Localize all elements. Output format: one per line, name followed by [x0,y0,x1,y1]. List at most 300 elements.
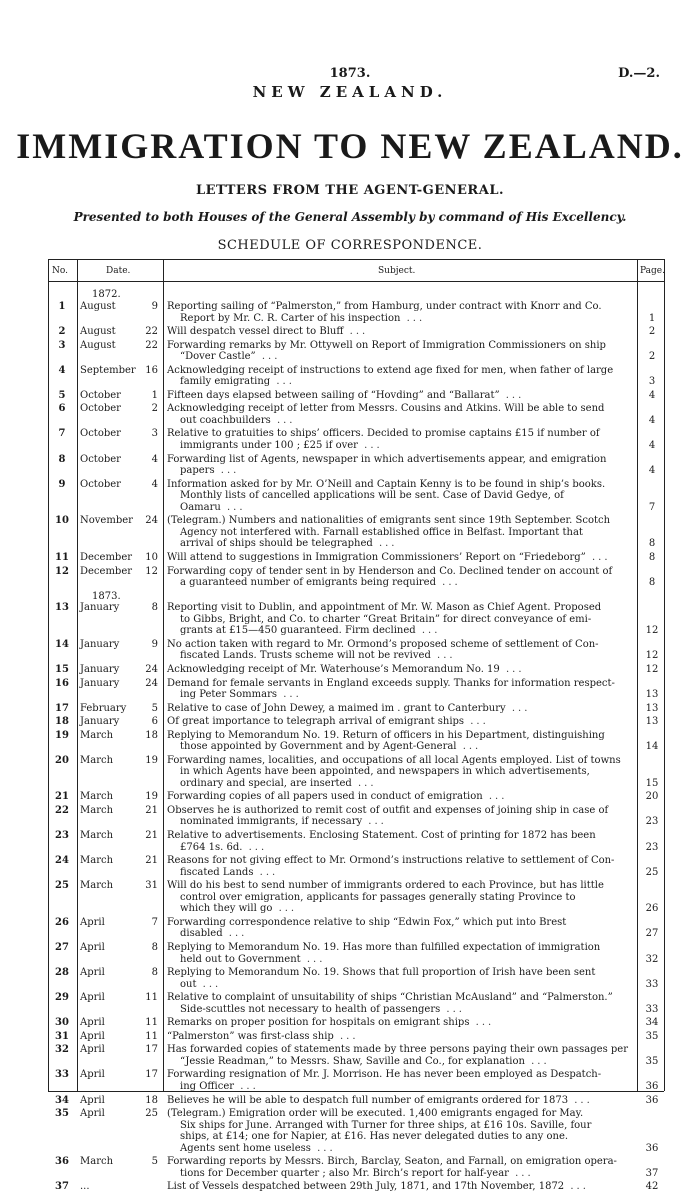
row-subject [167,830,633,853]
column-header-date: Date. [106,266,131,276]
row-month: August [80,339,116,351]
row-day: 10 [145,552,158,563]
dot-leader: ... [505,702,531,714]
row-page: 34 [645,1017,659,1029]
row-page: 36 [645,1142,659,1154]
row-number: 36 [55,1156,69,1168]
subject-line: Demand for female servants in England exceeds supply. Thanks for information respect- [167,677,615,689]
row-subject [167,515,633,550]
dot-leader: ... [430,650,456,662]
column-divider-subject [637,259,638,1091]
row-subject [167,664,633,676]
row-day: 7 [151,916,158,928]
subject-line: Will attend to suggestions in Immigration Commissioners’ Report on “Friedeborg” ... [167,552,611,563]
row-day: 6 [151,716,158,728]
row-month: October [80,453,121,465]
subject-line: (Telegram.) Emigration order will be executed. 1,400 emigrants engaged for May. [167,1108,584,1119]
row-subject [167,301,633,324]
column-header-page: Page. [640,266,665,276]
row-page: 2 [648,351,656,363]
subject-line: to Gibbs, Bright, and Co. to charter “Great Britain” for direct conveyance of emi- [180,613,592,625]
row-page: 12 [645,650,659,662]
subject-line: Remarks on proper position for hospitals on emigrant ships ... [167,1017,495,1029]
page-title: IMMIGRATION TO NEW ZEALAND. [16,126,684,166]
row-month: April [80,1017,105,1029]
row-day: 4 [151,453,158,465]
row-day: 21 [145,855,158,867]
row-number: 24 [55,855,69,867]
subject-line: out coachbuilders ... [180,414,296,426]
row-page: 23 [645,816,659,828]
row-page: 36 [645,1080,659,1092]
subject-line: Relative to gratuities to ships’ officers. Decided to promise captains £15 if number of [167,428,600,440]
row-number: 10 [55,515,69,527]
row-month: April [80,992,105,1004]
subject-line: Information asked for by Mr. O’Neill and Captain Kenny is to be found in ship’s books. [167,478,606,490]
dot-leader: ... [272,903,298,915]
row-day: 24 [145,664,158,675]
row-month: ... [80,1181,90,1193]
row-number: 28 [55,967,69,979]
row-subject [167,602,633,637]
row-day: 4 [151,478,158,490]
subject-line: those appointed by Government and by Agent-General ... [180,741,482,753]
row-number: 21 [55,791,69,803]
row-subject [167,1031,633,1043]
row-page: 15 [645,777,659,789]
row-page: 42 [645,1181,659,1193]
row-number: 4 [58,364,66,376]
row-month: August [80,326,116,338]
row-number: 34 [55,1094,69,1106]
subject-line: “Dover Castle” ... [180,351,281,363]
row-month: April [80,1044,105,1056]
row-number: 2 [58,326,66,338]
subject-line: £764 1s. 6d. ... [180,841,268,853]
subject-line: Acknowledging receipt of letter from Messrs. Cousins and Atkins. Will be able to send [167,403,605,415]
dot-leader: ... [362,816,387,828]
subject-line: (Telegram.) Numbers and nationalities of emigrants sent since 19th September. Scotch [167,515,611,527]
row-subject [167,1095,633,1107]
row-number: 8 [58,453,66,465]
dot-leader: ... [499,389,525,401]
subject-line: Will despatch vessel direct to Bluff ... [167,326,369,338]
row-page: 7 [648,501,656,513]
row-subject [167,566,633,589]
row-month: March [80,791,114,803]
subject-line: Reasons for not giving effect to Mr. Ormond’s instructions relative to settlement of Con- [167,855,615,867]
row-subject [167,992,633,1015]
row-month: March [80,729,114,741]
row-month: April [80,942,105,953]
dot-leader: ... [214,465,240,477]
subject-line: Has forwarded copies of statements made by three persons paying their own passages per [167,1044,628,1056]
row-subject [167,365,633,388]
row-subject [167,552,633,564]
dot-leader: ... [277,689,302,701]
subject-line: Relative to case of John Dewey, a maimed im . grant to Canterbury ... [167,702,531,714]
row-month: October [80,478,121,490]
subject-line: out ... [180,978,222,990]
row-page: 32 [645,953,659,965]
subject-line: Relative to advertisements. Enclosing Statement. Cost of printing for 1872 has been [167,830,596,841]
row-subject [167,639,633,662]
row-number: 20 [55,754,69,766]
row-subject [167,755,633,790]
row-month: April [80,1094,105,1106]
row-month: March [80,880,114,892]
subject-line: tions for December quarter ; also Mr. Birch’s report for half-year ... [180,1167,534,1179]
subject-line: Believes he will be able to despatch full number of emigrants ordered for 1873 ... [167,1094,593,1106]
dot-leader: ... [456,741,482,753]
dot-leader: ... [469,1017,495,1029]
row-subject [167,428,633,451]
subject-line: control over emigration, applicants for passages generally stating Province to [180,891,576,903]
row-subject [167,326,633,338]
row-day: 16 [145,364,158,376]
row-day: 2 [151,403,158,415]
row-day: 22 [145,339,158,351]
row-page: 3 [648,376,656,388]
row-month: January [80,602,120,614]
dot-leader: ... [415,625,441,637]
row-day: 22 [145,326,158,338]
row-month: April [80,1069,105,1081]
row-day: 8 [151,942,158,953]
dot-leader: ... [333,1030,359,1042]
subject-line: family emigrating ... [180,376,295,388]
row-page: 25 [645,866,659,878]
row-page: 35 [645,1055,659,1067]
dot-leader: ... [242,841,268,853]
row-page: 27 [645,928,659,940]
row-page: 14 [645,741,659,753]
dot-leader: ... [508,1167,534,1179]
subject-line: Forwarding resignation of Mr. J. Morrison. He has never been employed as Despatch- [167,1069,602,1081]
subject-line: Reporting sailing of “Palmerston,” from Hamburg, under contract with Knorr and Co. [167,301,602,312]
dot-leader: ... [220,501,246,513]
row-subject [167,1181,633,1193]
row-number: 17 [55,702,69,714]
subject-line: in which Agents have been appointed, and newspapers in which advertisements, [180,766,590,778]
presented-note: Presented to both Houses of the General Assembly by command of His Excellency. [73,210,627,224]
row-subject [167,880,633,915]
row-number: 5 [58,389,66,401]
dot-leader: ... [357,439,383,451]
row-month: October [80,428,121,440]
subject-line: Forwarding copy of tender sent in by Henderson and Co. Declined tender on account of [167,565,613,577]
dot-leader: ... [270,376,295,388]
table-top-rule [48,259,664,260]
subject-line: Will do his best to send number of immigrants ordered to each Province, but has little [167,880,604,892]
row-day: 24 [145,515,158,527]
table-border-right [664,259,665,1091]
subject-line: ships, at £14; one for Napier, at £16. Has never delegated duties to any one. [180,1131,569,1143]
dot-leader: ... [464,716,489,728]
row-page: 2 [648,326,656,338]
row-number: 6 [58,403,66,415]
subject-line: Report by Mr. C. R. Carter of his inspection ... [180,312,426,324]
row-day: 19 [145,791,158,803]
dot-leader: ... [436,577,461,589]
row-month: March [80,855,114,867]
subject-line: Fifteen days elapsed between sailing of “Hovding” and “Ballarat” ... [167,389,525,401]
row-page: 12 [645,625,659,637]
row-month: December [80,565,133,577]
year-mark: 1872. [92,289,121,301]
row-page: 37 [645,1167,659,1179]
row-page: 13 [645,716,659,728]
dot-leader: ... [400,312,426,324]
page-subtitle: LETTERS FROM THE AGENT-GENERAL. [196,183,504,198]
row-page: 33 [645,978,659,990]
row-subject [167,942,633,965]
row-number: 26 [55,916,69,928]
row-page: 33 [645,1003,659,1015]
row-day: 1 [151,389,158,401]
row-month: October [80,389,121,401]
row-month: January [80,677,120,689]
row-subject [167,855,633,878]
year-mark: 1873. [92,590,121,602]
row-month: October [80,403,121,415]
row-month: January [80,664,120,675]
row-page: 4 [648,465,656,477]
row-day: 25 [145,1108,158,1119]
row-page: 8 [648,538,656,550]
dot-leader: ... [568,1094,593,1106]
row-day: 17 [145,1044,158,1056]
subject-line: List of Vessels despatched between 29th July, 1871, and 17th November, 1872 ... [167,1181,589,1193]
subject-line: Forwarding names, localities, and occupations of all local Agents employed. List of towns [167,754,621,766]
row-day: 18 [145,729,158,741]
row-number: 27 [55,942,69,953]
subject-line: ing Officer ... [180,1080,259,1092]
row-day: 21 [145,830,158,841]
subject-line: Reporting visit to Dublin, and appointment of Mr. W. Mason as Chief Agent. Proposed [167,602,602,614]
row-number: 3 [58,339,66,351]
row-number: 18 [55,716,69,728]
dot-leader: ... [310,1142,336,1154]
row-number: 23 [55,830,69,841]
subject-line: Forwarding reports by Messrs. Birch, Barclay, Seaton, and Farnall, on emigration opera- [167,1156,617,1168]
row-number: 12 [55,565,69,577]
row-page: 1 [648,312,656,324]
row-page: 8 [648,552,656,563]
row-number: 25 [55,880,69,892]
dot-leader: ... [564,1181,589,1193]
row-page: 4 [648,439,656,451]
row-day: 12 [145,565,158,577]
row-page: 26 [645,903,659,915]
row-number: 9 [58,478,66,490]
row-month: April [80,916,105,928]
row-page: 20 [645,791,659,803]
row-number: 13 [55,602,69,614]
row-number: 22 [55,804,69,816]
subject-line: nominated immigrants, if necessary ... [180,816,387,828]
subject-line: grants at £15—450 guaranteed. Firm declined ... [180,625,441,637]
row-subject [167,1156,633,1179]
column-divider-date [163,259,164,1091]
header-country: NEW ZEALAND. [252,83,448,101]
column-divider-no [77,259,78,1091]
dot-leader: ... [196,978,222,990]
row-day: 8 [151,967,158,979]
subject-line: Forwarding list of Agents, newspaper in which advertisements appear, and emigration [167,453,607,465]
subject-line: Forwarding copies of all papers used in conduct of emigration ... [167,791,508,803]
row-number: 15 [55,664,69,675]
row-day: 24 [145,677,158,689]
row-month: March [80,1156,114,1168]
subject-line: Replying to Memorandum No. 19. Return of officers in his Department, distinguishing [167,729,605,741]
row-month: January [80,716,120,728]
row-month: December [80,552,133,563]
subject-line: “Palmerston” was first-class ship ... [167,1030,359,1042]
subject-line: Side-scuttles not necessary to health of passengers ... [180,1003,465,1015]
row-day: 18 [145,1094,158,1106]
row-month: April [80,1108,105,1119]
row-subject [167,340,633,363]
row-page: 23 [645,841,659,853]
dot-leader: ... [482,791,508,803]
row-day: 5 [151,1156,158,1168]
subject-line: disabled ... [180,928,248,940]
subject-line: Acknowledging receipt of instructions to extend age fixed for men, when father of large [167,364,614,376]
dot-leader: ... [343,326,369,338]
dot-leader: ... [440,1003,465,1015]
row-number: 14 [55,638,69,650]
subject-line: fiscated Lands. Trusts scheme will not be revived ... [180,650,456,662]
subject-line: papers ... [180,465,240,477]
subject-line: No action taken with regard to Mr. Ormond’s proposed scheme of settlement of Con- [167,638,599,650]
subject-line: “Jessie Readman,” to Messrs. Shaw, Saville and Co., for explanation ... [180,1055,550,1067]
dot-leader: ... [499,664,525,675]
schedule-heading: SCHEDULE OF CORRESPONDENCE. [217,238,483,253]
row-number: 1 [58,301,66,312]
subject-line: Replying to Memorandum No. 19. Has more than fulfilled expectation of immigration [167,942,601,953]
table-header-rule [48,281,664,282]
row-month: November [80,515,133,527]
dot-leader: ... [372,538,398,550]
subject-line: Acknowledging receipt of Mr. Waterhouse’s Memorandum No. 19 ... [167,664,525,675]
row-day: 9 [151,638,158,650]
subject-line: Forwarding remarks by Mr. Ottywell on Report of Immigration Commissioners on ship [167,339,606,351]
subject-line: Replying to Memorandum No. 19. Shows that full proportion of Irish have been sent [167,967,596,979]
subject-line: fiscated Lands ... [180,866,279,878]
row-subject [167,791,633,803]
dot-leader: ... [585,552,611,563]
row-page: 12 [645,664,659,675]
row-subject [167,403,633,426]
row-number: 33 [55,1069,69,1081]
row-number: 19 [55,729,69,741]
dot-leader: ... [300,953,326,965]
row-day: 9 [151,301,158,312]
row-subject [167,390,633,402]
subject-line: arrival of ships should be telegraphed ... [180,538,398,550]
column-header-no: No. [52,266,68,276]
subject-line: Forwarding correspondence relative to ship “Edwin Fox,” which put into Brest [167,916,567,928]
subject-line: immigrants under 100 ; £25 if over ... [180,439,383,451]
row-month: March [80,754,114,766]
row-subject [167,454,633,477]
subject-line: a guaranteed number of emigrants being required ... [180,577,461,589]
dot-leader: ... [234,1080,259,1092]
row-month: April [80,1030,105,1042]
subject-line: Agents sent home useless ... [180,1142,336,1154]
row-number: 30 [55,1017,69,1029]
row-page: 4 [648,414,656,426]
row-number: 7 [58,428,66,440]
row-subject [167,1069,633,1092]
row-number: 11 [55,552,69,563]
document-code: D.—2. [618,66,660,81]
row-day: 11 [145,992,158,1004]
dot-leader: ... [255,351,281,363]
row-month: August [80,301,116,312]
row-number: 35 [55,1108,69,1119]
row-day: 8 [151,602,158,614]
row-day: 3 [151,428,158,440]
dot-leader: ... [270,414,296,426]
row-subject [167,1044,633,1067]
row-month: February [80,702,127,714]
row-day: 5 [151,702,158,714]
row-subject [167,716,633,728]
dot-leader: ... [253,866,279,878]
row-subject [167,1017,633,1029]
column-header-subject: Subject. [378,266,416,276]
row-subject [167,678,633,701]
row-day: 11 [145,1017,158,1029]
row-month: March [80,804,114,816]
row-subject [167,703,633,715]
subject-line: ing Peter Sommars ... [180,689,302,701]
row-number: 32 [55,1044,69,1056]
subject-line: Monthly lists of cancelled applications will be sent. Case of David Gedye, of [180,490,564,502]
row-subject [167,967,633,990]
row-number: 37 [55,1181,69,1193]
row-month: January [80,638,120,650]
subject-line: Six ships for June. Arranged with Turner for three ships, at £16 10s. Saville, four [180,1119,592,1131]
row-day: 19 [145,754,158,766]
row-subject [167,805,633,828]
subject-line: Relative to complaint of unsuitability of ships “Christian McAusland” and “Palmerston.” [167,992,613,1004]
row-page: 13 [645,689,659,701]
row-number: 29 [55,992,69,1004]
row-day: 21 [145,804,158,816]
row-page: 35 [645,1030,659,1042]
header-year: 1873. [329,66,371,81]
row-month: March [80,830,114,841]
dot-leader: ... [222,928,248,940]
row-day: 17 [145,1069,158,1081]
row-day: 11 [145,1030,158,1042]
row-subject [167,917,633,940]
subject-line: Oamaru ... [180,501,246,513]
row-number: 31 [55,1030,69,1042]
subject-line: Of great importance to telegraph arrival of emigrant ships ... [167,716,489,728]
row-day: 31 [145,880,158,892]
row-subject [167,479,633,514]
subject-line: which they will go ... [180,903,298,915]
dot-leader: ... [351,777,377,789]
row-page: 8 [648,577,656,589]
subject-line: Observes he is authorized to remit cost of outfit and expenses of joining ship in case of [167,804,609,816]
row-page: 13 [645,702,659,714]
subject-line: ordinary and special, are inserted ... [180,777,377,789]
